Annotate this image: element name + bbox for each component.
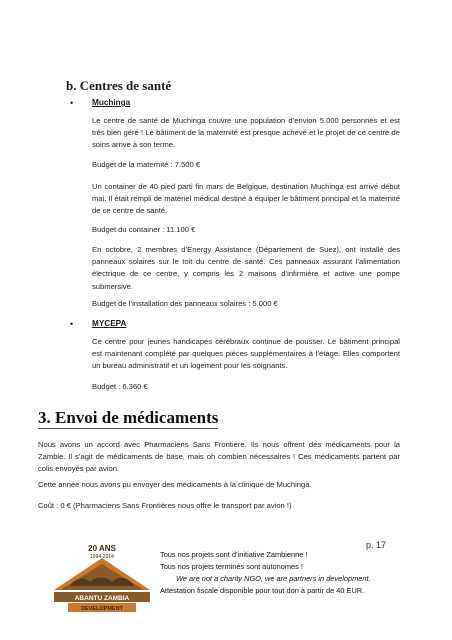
footer-line-4: Attestation fiscale disponible pour tout don à partir de 40 EUR. [160, 586, 365, 595]
logo-years-label: 20 ANS [88, 544, 116, 553]
page-number: p. 17 [366, 540, 387, 550]
bullet-symbol: • [70, 319, 74, 329]
maternite-budget: Budget de la maternité : 7.500 € [92, 160, 201, 169]
muchinga-paragraph-1: Le centre de santé de Muchinga couvre une population d’envion 5.000 personnes et est très bien géré ! Le bâtiment de la maternité est presque achevé et le projet de ce centre de soins arrive à son terme. [92, 116, 400, 150]
mycepa-paragraph: Ce centre pour jeunes handicapés cérébraux continue de pousser. Le bâtiment principal est maintenant complété par quelques pièces supplémentaires à l’étage. Elles comportent un bureau administratif et un logement pour les soignants. [92, 337, 400, 371]
footer-line-1: Tous nos projets sont d’initiative Zambienne ! [160, 550, 308, 559]
logo-inner-roof [60, 564, 144, 590]
mycepa-title: MYCEPA [92, 319, 127, 328]
footer-line-2: Tous nos projets terminés sont autonomes ! [160, 562, 303, 571]
sub-heading-centres-de-sante: b. Centres de santé [66, 78, 172, 93]
logo-tagline: DEVELOPMENT [81, 606, 123, 612]
medicaments-paragraph-2: Cette année nous avons pu envoyer des médicaments à la clinique de Muchinga. [38, 480, 312, 489]
section-heading-envoi-medicaments: 3. Envoi de médicaments [38, 408, 219, 427]
footer-line-3: We are not a charity NGO, we are partners in development. [176, 574, 371, 583]
muchinga-title: Muchinga [92, 98, 131, 107]
mycepa-budget: Budget : 6.360 € [92, 382, 148, 391]
muchinga-paragraph-solar: En octobre, 2 membres d’Energy Assistance (Département de Suez), ont installé des panneaux solaires sur le toit du centre de santé. Ces panneaux assurant l’alimentation électrique de ce centre, y compris les 2 maisons d’infirmière et active une pompe submersive. [92, 245, 400, 291]
solar-budget: Budget de l’installation des panneaux solaires : 5.000 € [92, 299, 278, 308]
bullet-symbol: • [70, 98, 74, 108]
abantu-zambia-logo [50, 542, 154, 616]
logo-name: ABANTU ZAMBIA [74, 595, 130, 602]
muchinga-paragraph-container: Un container de 40 pied parti fin mars de Belgique, destination Muchinga est arrivé début mai. Il était rempli de matériel médical destiné à équiper le bâtiment principal et la maternité de ce centre de santé. [92, 182, 400, 216]
medicaments-cost: Coût : 0 € (Pharmaciens Sans Frontières nous offre le transport par avion !) [38, 501, 292, 510]
medicaments-paragraph-1: Nous avons un accord avec Pharmaciens Sans Frontière. Ils nous offrent des médicaments pour la Zambie. Il s’agit de médicaments de base, mais oh combien nécessaires ! Ces médicaments partent par colis envoyés par avion. [38, 440, 400, 474]
container-budget: Budget du container : 11.100 € [92, 225, 196, 234]
logo-years-range: 1994-2014 [90, 554, 114, 560]
